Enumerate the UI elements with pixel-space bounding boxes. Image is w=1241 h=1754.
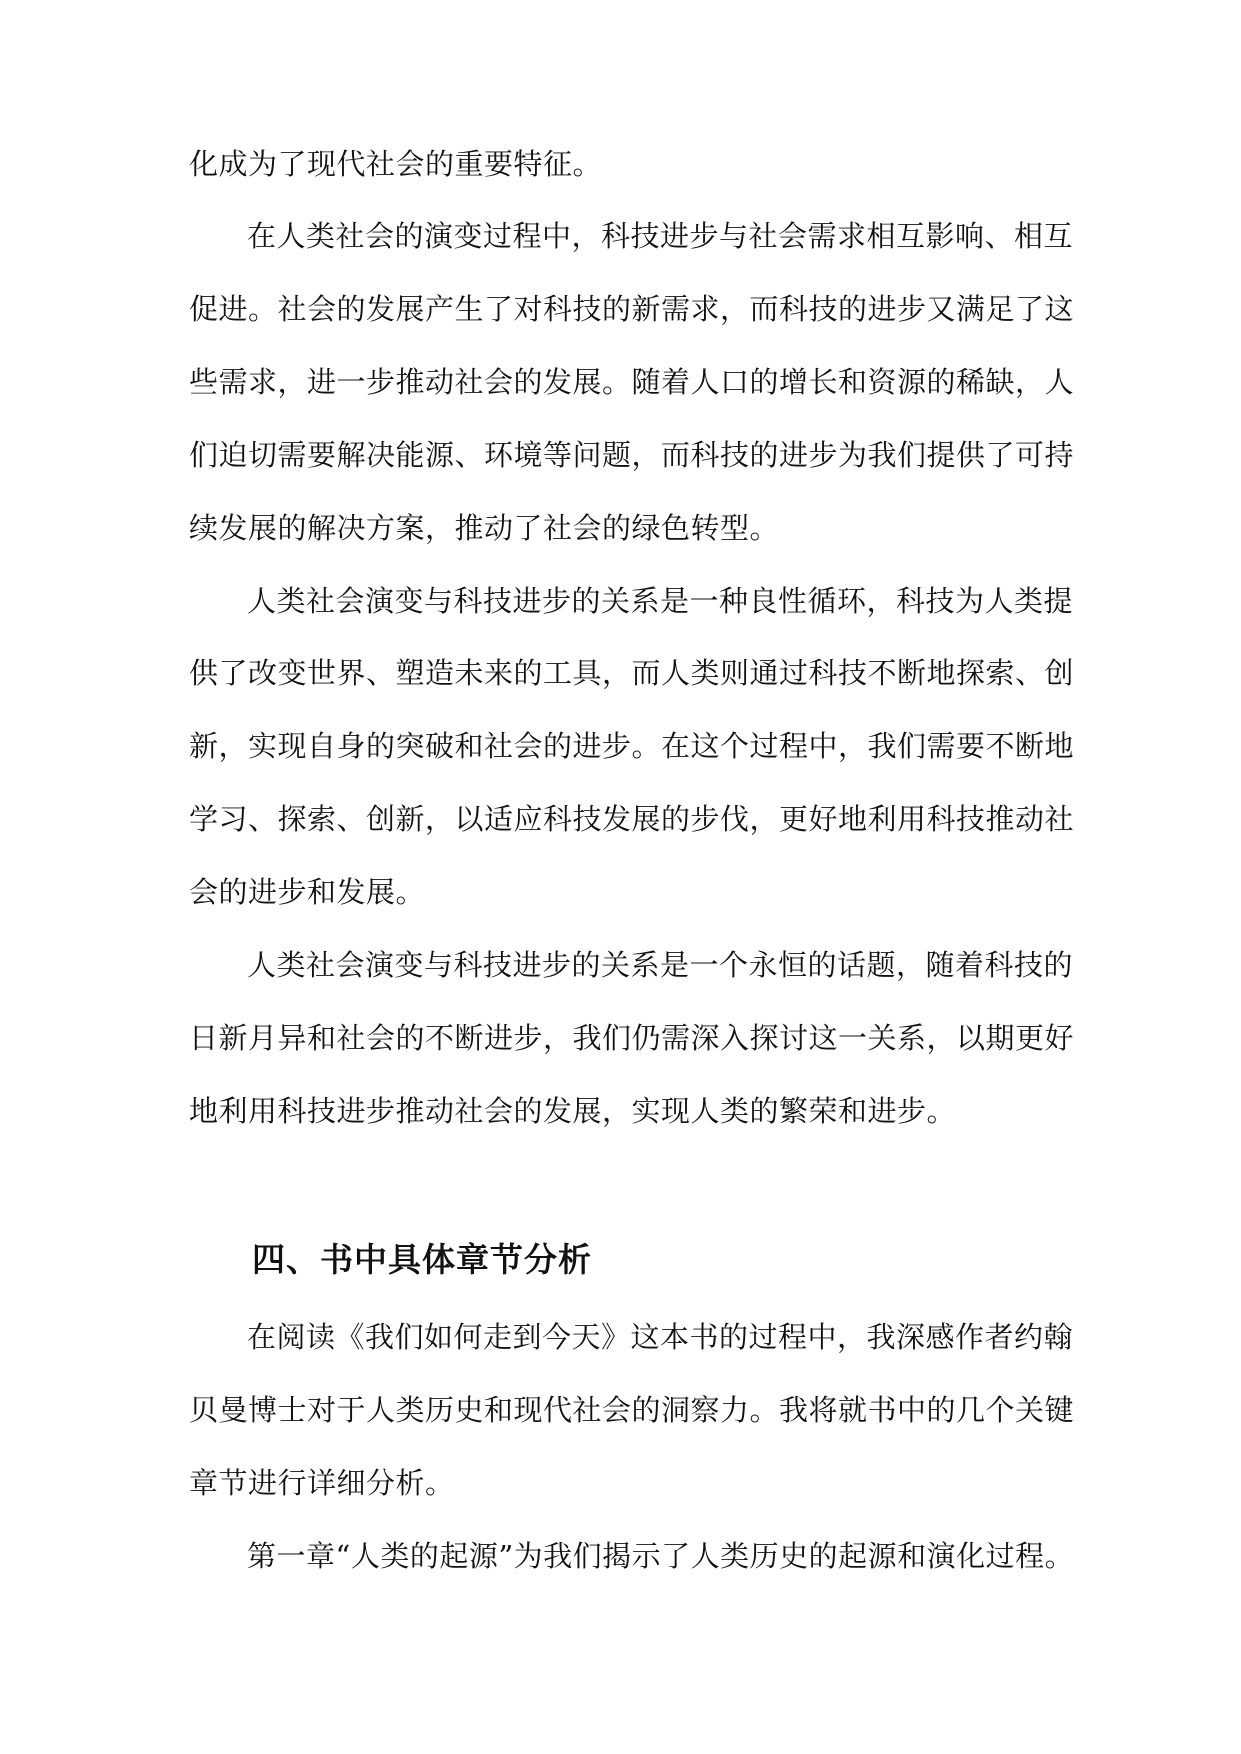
paragraph-line: 化成为了现代社会的重要特征。 [189,147,603,181]
paragraph-line: 们迫切需要解决能源、环境等问题，而科技的进步为我们提供了可持 [189,438,1075,472]
paragraph-line: 学习、探索、创新，以适应科技发展的步伐，更好地利用科技推动社 [189,802,1075,836]
paragraph-line: 促进。社会的发展产生了对科技的新需求，而科技的进步又满足了这 [189,292,1075,326]
paragraph-line: 会的进步和发展。 [189,875,426,909]
paragraph-line: 人类社会演变与科技进步的关系是一种良性循环，科技为人类提 [247,584,1074,618]
paragraph-line: 章节进行详细分析。 [189,1466,455,1500]
paragraph-line: 在人类社会的演变过程中，科技进步与社会需求相互影响、相互 [247,219,1074,253]
paragraph-line: 贝曼博士对于人类历史和现代社会的洞察力。我将就书中的几个关键 [189,1393,1075,1427]
paragraph-line: 在阅读《我们如何走到今天》这本书的过程中，我深感作者约翰 [247,1320,1074,1354]
paragraph-line: 地利用科技进步推动社会的发展，实现人类的繁荣和进步。 [189,1094,957,1128]
paragraph-line: 日新月异和社会的不断进步，我们仍需深入探讨这一关系，以期更好 [189,1021,1075,1055]
paragraph-line: 续发展的解决方案，推动了社会的绿色转型。 [189,511,780,545]
paragraph-line: 第一章“人类的起源”为我们揭示了人类历史的起源和演化过程。 [247,1539,1075,1573]
section-heading: 四、书中具体章节分析 [252,1240,592,1279]
paragraph-line: 新，实现自身的突破和社会的进步。在这个过程中，我们需要不断地 [189,729,1075,763]
paragraph-line: 些需求，进一步推动社会的发展。随着人口的增长和资源的稀缺，人 [189,365,1075,399]
paragraph-line: 人类社会演变与科技进步的关系是一个永恒的话题，随着科技的 [247,948,1074,982]
paragraph-line: 供了改变世界、塑造未来的工具，而人类则通过科技不断地探索、创 [189,656,1075,690]
